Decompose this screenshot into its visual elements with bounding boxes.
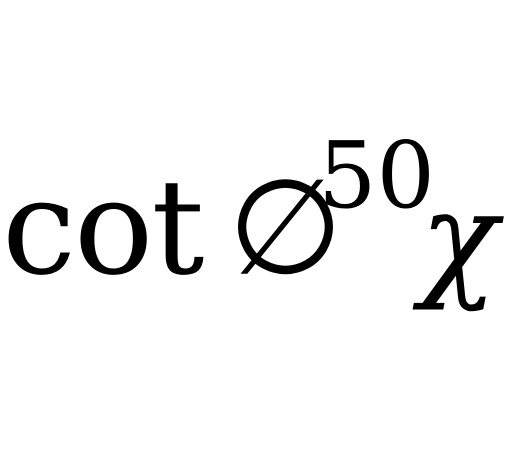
empty-set-symbol: ∅ xyxy=(228,151,343,305)
exponent: 50 xyxy=(318,122,436,229)
cot-function-label: cot xyxy=(2,151,203,305)
chi-variable: χ xyxy=(420,165,498,314)
